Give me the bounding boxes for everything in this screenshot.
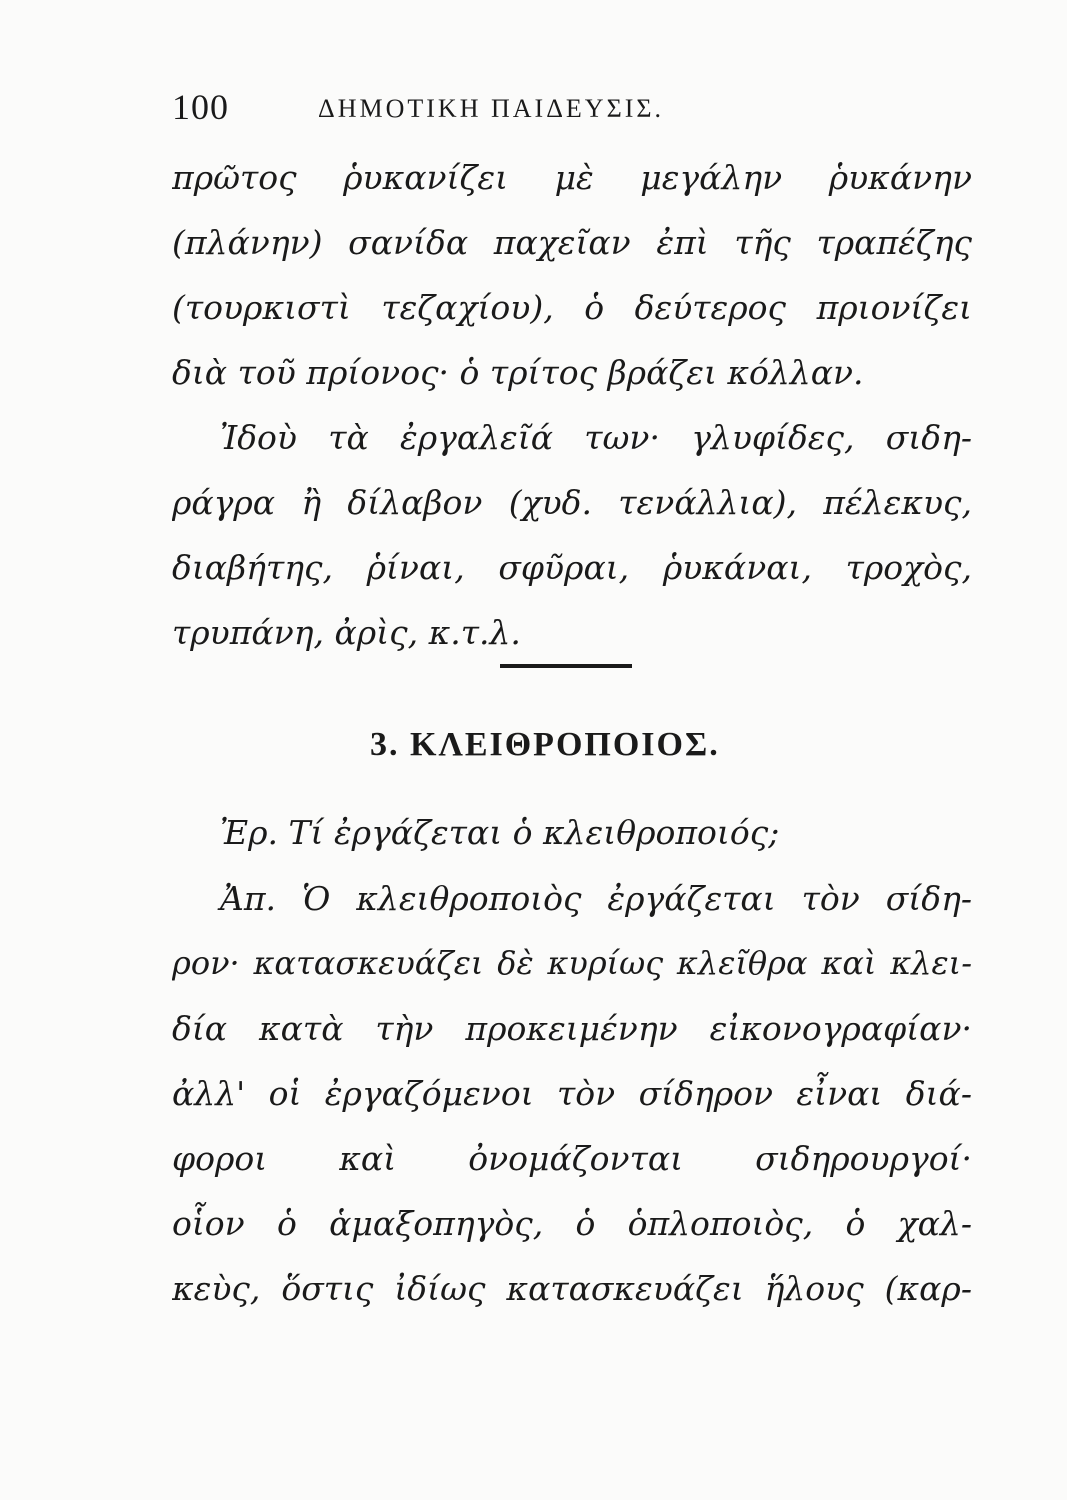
- text-line: ρον· κατασκευάζει δὲ κυρίως κλεῖθρα καὶ κλει-: [172, 944, 972, 982]
- question-paragraph: [172, 800, 972, 865]
- text-line: Ἀπ. Ὁ κλειθροποιὸς ἐργάζεται τὸν σίδη-: [220, 879, 972, 918]
- page-header: [172, 86, 972, 136]
- answer-paragraph: [172, 866, 972, 1321]
- section-divider: [500, 664, 632, 668]
- text-line: φοροι καὶ ὀνομάζονται σιδηρουργοί·: [172, 1139, 972, 1178]
- running-title: ΔΗΜΟΤΙΚΗ ΠΑΙΔΕΥΣΙΣ.: [318, 94, 664, 123]
- text-line: διὰ τοῦ πρίονος· ὁ τρίτος βράζει κόλλαν.: [172, 353, 864, 392]
- text-line: τρυπάνη, ἀρὶς, κ.τ.λ.: [172, 613, 521, 652]
- text-line: (πλάνην) σανίδα παχεῖαν ἐπὶ τῆς τραπέζης: [172, 223, 972, 262]
- text-line: ἀλλ' οἱ ἐργαζόμενοι τὸν σίδηρον εἶναι διά-: [172, 1074, 972, 1113]
- page-number: 100: [172, 87, 229, 127]
- text-line: διαβήτης, ῥίναι, σφῦραι, ῥυκάναι, τροχὸς,: [172, 548, 972, 587]
- paragraph-tools-list: [172, 405, 972, 665]
- text-line: οἷον ὁ ἁμαξοπηγὸς, ὁ ὁπλοποιὸς, ὁ χαλ-: [172, 1204, 972, 1243]
- text-line: Ἰδοὺ τὰ ἐργαλεῖά των· γλυφίδες, σιδη-: [220, 418, 972, 457]
- text-line: Ἐρ. Τί ἐργάζεται ὁ κλειθροποιός;: [220, 813, 780, 852]
- text-line: πρῶτος ῥυκανίζει μὲ μεγάλην ῥυκάνην: [172, 158, 972, 197]
- text-line: δία κατὰ τὴν προκειμένην εἰκονογραφίαν·: [172, 1009, 972, 1048]
- text-line: (τουρκιστὶ τεζαχίου), ὁ δεύτερος πριονίζει: [172, 288, 972, 327]
- text-line: ράγρα ἢ δίλαβον (χυδ. τενάλλια), πέλεκυς,: [172, 483, 972, 522]
- paragraph-carpentry-work: [172, 145, 972, 405]
- section-heading: 3. ΚΛΕΙΘΡΟΠΟΙΟΣ.: [370, 726, 720, 763]
- text-line: κεὺς, ὅστις ἰδίως κατασκευάζει ἥλους (καρ-: [172, 1269, 972, 1308]
